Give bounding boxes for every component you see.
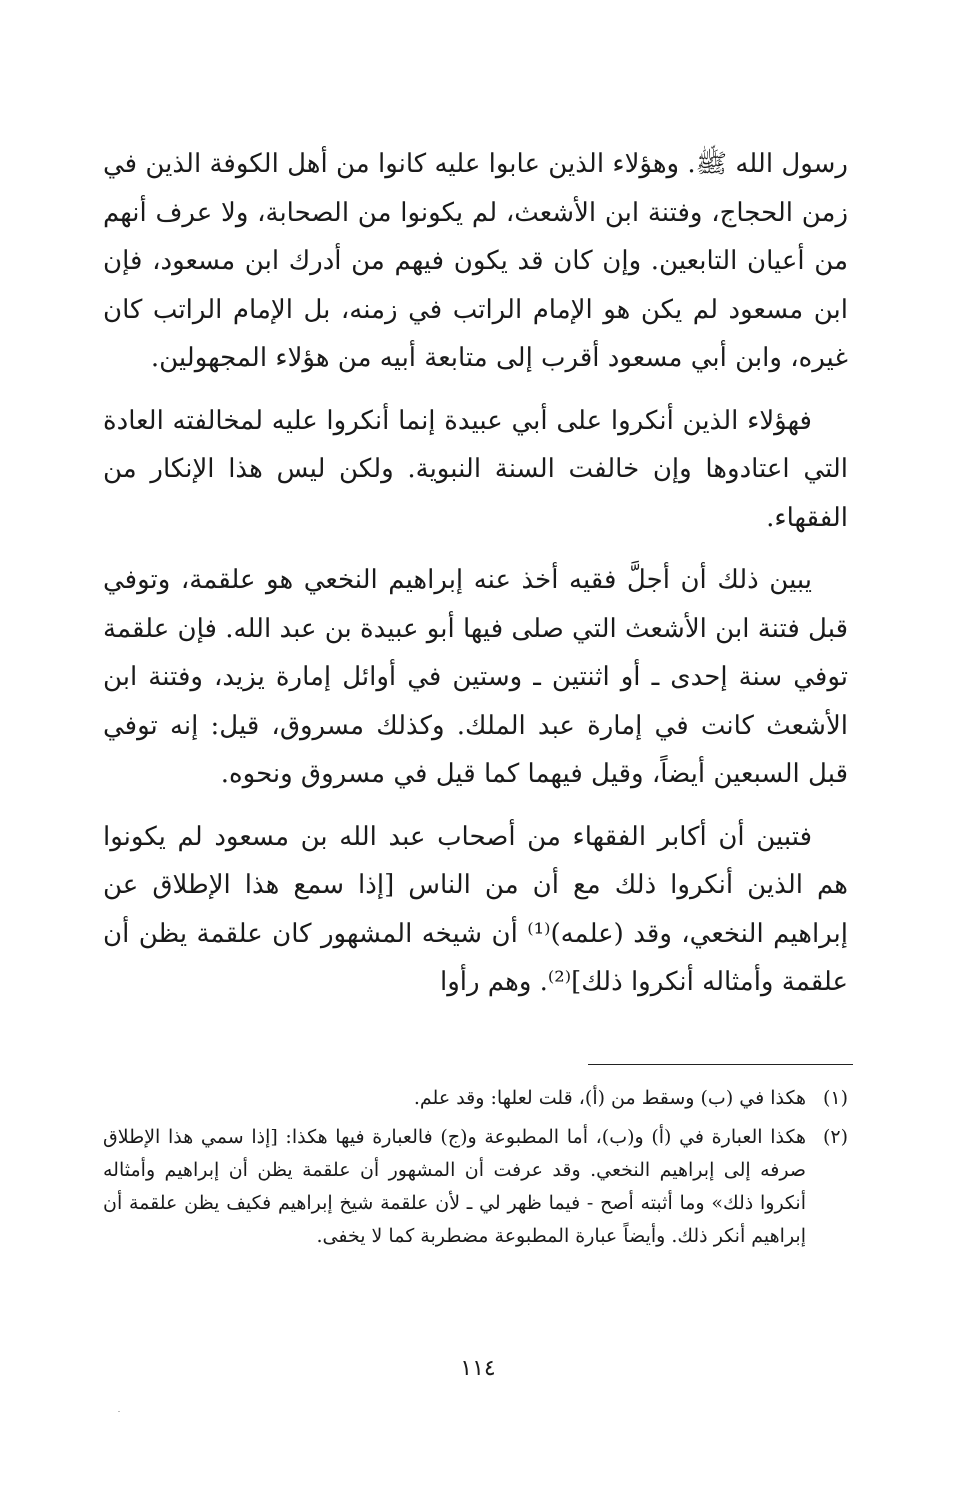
page-number: ١١٤ [460, 1356, 496, 1381]
footnote-number: (١) [822, 1087, 848, 1109]
paragraph-1: رسول الله ﷺ. وهؤلاء الذين عابوا عليه كانوا من أهل الكوفة الذين في زمن الحجاج، وفتنة ابن الأشعث، لم يكونوا من الصحابة، ولا عرف أنهم من أعيان التابعين. وإن كان قد يكون فيهم من أدرك ابن مسعود، فإن ابن مسعود لم يكن هو الإمام الراتب في زمنه، بل الإمام الراتب كان غيره، وابن أبي مسعود أقرب إلى متابعة أبيه من هؤلاء المجهولين. [103, 149, 848, 373]
paragraph-4: فتبين أن أكابر الفقهاء من أصحاب عبد الله بن مسعود لم يكونوا هم الذين أنكروا ذلك مع أن من الناس [إذا سمع هذا الإطلاق عن إبراهيم النخعي، وقد (علمه)⁽¹⁾ أن شيخه المشهور كان علقمة يظن أن علقمة وأمثاله أنكروا ذلك]⁽²⁾. وهم رأوا [103, 821, 848, 997]
footnote-text: هكذا العبارة في (أ) و(ب)، أما المطبوعة و(ج) فالعبارة فيها هكذا: [إذا سمي هذا الإطلاق صرفه إلى إبراهيم النخعي. وقد عرفت أن المشهور أن علقمة يظن أن إبراهيم وأمثاله أنكروا ذلك» وما أثبته أصح - فيما ظهر لي ـ لأن علقمة شيخ إبراهيم فكيف يظن علقمة أن إبراهيم أنكر ذلك. وأيضاً عبارة المطبوعة مضطربة كما لا يخفى. [103, 1126, 806, 1247]
main-text [103, 140, 848, 1021]
footnote-text: هكذا في (ب) وسقط من (أ)، قلت لعلها: وقد علم. [413, 1087, 806, 1109]
footnotes [103, 1082, 848, 1259]
paragraph-2: فهؤلاء الذين أنكروا على أبي عبيدة إنما أنكروا عليه لمخالفته العادة التي اعتادوها وإن خالفت السنة النبوية. ولكن ليس هذا الإنكار من الفقهاء. [103, 405, 848, 533]
footnote-separator [588, 1064, 853, 1065]
footnote-2 [103, 1121, 848, 1253]
scan-speck [118, 1411, 120, 1412]
footnote-1 [103, 1082, 848, 1115]
footnote-number: (٢) [822, 1126, 848, 1148]
paragraph-3: يبين ذلك أن أجلَّ فقيه أخذ عنه إبراهيم النخعي هو علقمة، وتوفي قبل فتنة ابن الأشعث التي صلى فيها أبو عبيدة بن عبد الله. فإن علقمة توفي سنة إحدى ـ أو اثنتين ـ وستين في أوائل إمارة يزيد، وفتنة ابن الأشعث كانت في إمارة عبد الملك. وكذلك مسروق، قيل: إنه توفي قبل السبعين أيضاً، وقيل فيهما كما قيل في مسروق ونحوه. [103, 565, 848, 789]
